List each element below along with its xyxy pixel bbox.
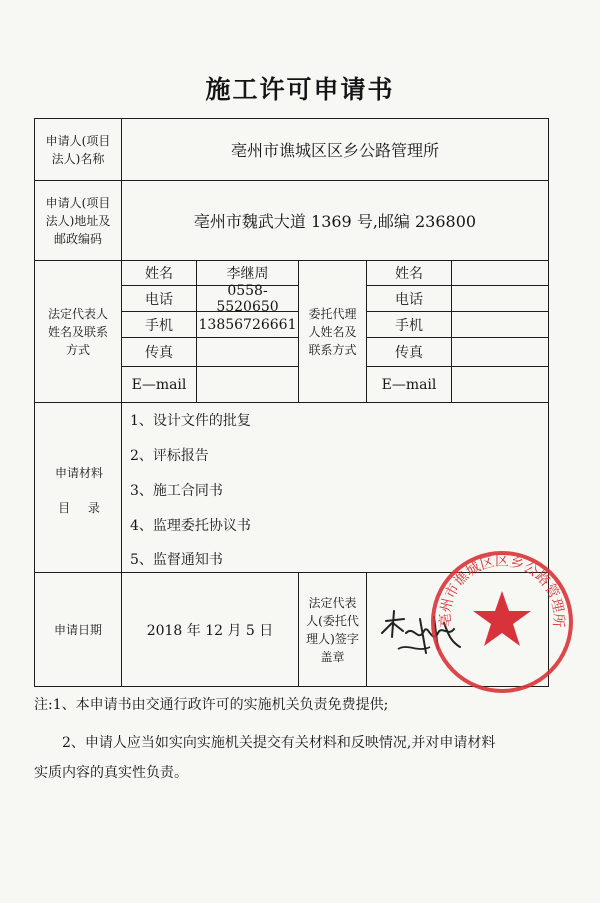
material-item: 2、评标报告 — [130, 448, 209, 464]
applicant-name-value: 亳州市谯城区区乡公路管理所 — [121, 118, 549, 181]
materials-label — [34, 402, 122, 573]
legal-rep-mobile-value: 13856726661 — [196, 311, 299, 338]
legal-rep-phone-value: 0558-5520650 — [196, 285, 299, 312]
signature-label: 法定代表人(委托代理人)签字盖章 — [298, 572, 367, 687]
agent-mobile-value — [451, 311, 549, 338]
agent-fax-value — [451, 337, 549, 367]
legal-rep-fax-label: 传真 — [121, 337, 197, 367]
legal-rep-label: 法定代表人姓名及联系方式 — [34, 260, 122, 403]
legal-rep-phone-label: 电话 — [121, 285, 197, 312]
agent-label: 委托代理人姓名及联系方式 — [298, 260, 367, 403]
agent-email-label: E—mail — [366, 366, 452, 403]
materials-label-line2: 目 录 — [58, 501, 100, 515]
material-item: 3、施工合同书 — [130, 483, 223, 499]
agent-name-label: 姓名 — [366, 260, 452, 286]
note-line-3: 实质内容的真实性负责。 — [34, 765, 188, 781]
materials-label-line1: 申请材料 — [54, 466, 103, 480]
legal-rep-mobile-label: 手机 — [121, 311, 197, 338]
applicant-name-label: 申请人(项目法人)名称 — [34, 118, 122, 181]
agent-phone-label: 电话 — [366, 285, 452, 312]
agent-email-value — [451, 366, 549, 403]
legal-rep-name-label: 姓名 — [121, 260, 197, 286]
material-item: 5、监督通知书 — [130, 552, 223, 568]
applicant-address-value: 亳州市魏武大道 1369 号,邮编 236800 — [121, 180, 549, 261]
seal-text: 亳州市谯城区区乡公路管理所 — [437, 553, 567, 628]
legal-rep-fax-value — [196, 337, 299, 367]
date-label: 申请日期 — [34, 572, 122, 687]
agent-fax-label: 传真 — [366, 337, 452, 367]
legal-rep-name-value: 李继周 — [196, 260, 299, 286]
material-item: 4、监理委托协议书 — [130, 518, 251, 534]
page-title: 施工许可申请书 — [205, 75, 395, 104]
agent-name-value — [451, 260, 549, 286]
legal-rep-email-value — [196, 366, 299, 403]
legal-rep-email-label: E—mail — [121, 366, 197, 403]
agent-mobile-label: 手机 — [366, 311, 452, 338]
note-line-2: 2、申请人应当如实向实施机关提交有关材料和反映情况,并对申请材料 — [62, 735, 496, 751]
red-star-seal-icon — [428, 548, 576, 696]
applicant-address-label: 申请人(项目法人)地址及邮政编码 — [34, 180, 122, 261]
date-value: 2018 年 12 月 5 日 — [121, 572, 299, 687]
material-item: 1、设计文件的批复 — [130, 413, 251, 429]
agent-phone-value — [451, 285, 549, 312]
note-line-1: 注:1、本申请书由交通行政许可的实施机关负责免费提供; — [34, 697, 389, 713]
